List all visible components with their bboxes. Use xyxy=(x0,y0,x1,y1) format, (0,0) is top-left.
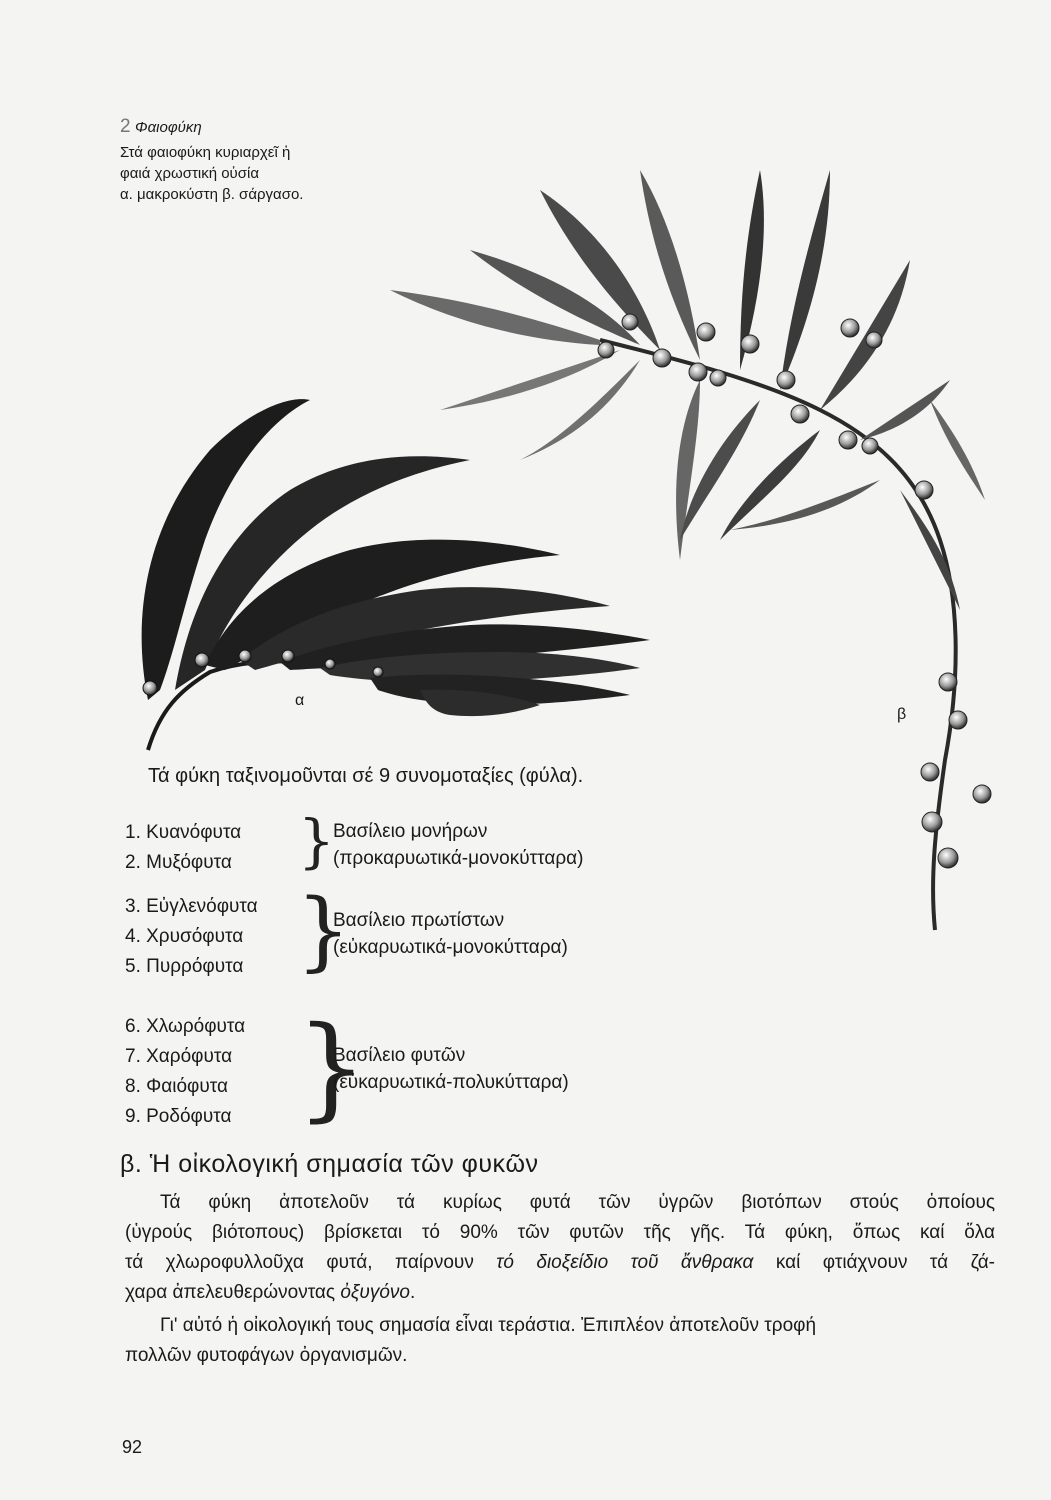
brace: } xyxy=(298,807,335,875)
kingdom-name: Βασίλειο πρωτίστων xyxy=(333,910,505,931)
kingdom-note: (εὐκαρυωτικά-μονοκύτταρα) xyxy=(333,937,568,958)
label-beta: β xyxy=(897,706,907,723)
paragraph-line: Γι' αὐτό ἡ οἰκολογική τους σημασία εἶναι τεράστια. Ἐπιπλέον ἀποτελοῦν τροφή xyxy=(160,1315,817,1336)
text-run: . xyxy=(410,1282,416,1303)
kingdom-note: (προκαρυωτικά-μονοκύτταρα) xyxy=(333,848,584,869)
phylum-item: 4. Χρυσόφυτα xyxy=(125,926,244,947)
kingdom-group xyxy=(333,1042,569,1096)
kingdom-group xyxy=(333,907,568,961)
phylum-item: 7. Χαρόφυτα xyxy=(125,1046,233,1067)
classification-intro: Τά φύκη ταξινομοῦνται σέ 9 συνομοταξίες (φύλα). xyxy=(148,765,584,787)
paragraph-line: (ὑγρούς βιότοπους) βρίσκεται τό 90% τῶν φυτῶν τῆς γῆς. Τά φύκη, ὅπως καί ὅλα xyxy=(125,1222,995,1243)
kingdom-group xyxy=(333,818,583,872)
kingdom-name: Βασίλειο φυτῶν xyxy=(333,1045,466,1066)
brace: } xyxy=(296,1003,368,1133)
caption-number: 2 xyxy=(120,116,131,137)
macrocystis-drawing xyxy=(142,399,650,750)
phylum-item: 5. Πυρρόφυτα xyxy=(125,956,244,977)
phylum-item: 1. Κυανόφυτα xyxy=(125,822,242,843)
phylum-item: 9. Ροδόφυτα xyxy=(125,1106,232,1127)
caption-title: Φαιοφύκη xyxy=(135,119,202,136)
text-run: τά χλωροφυλλοῦχα φυτά, παίρνουν xyxy=(125,1252,497,1273)
paragraph-line xyxy=(125,1278,995,1308)
paragraph-line xyxy=(125,1248,995,1278)
label-alpha: α xyxy=(295,692,305,709)
paragraph xyxy=(125,1311,995,1371)
caption-line: α. μακροκύστη β. σάργασο. xyxy=(120,186,304,203)
brace: } xyxy=(296,881,351,981)
phylum-item: 3. Εὐγλενόφυτα xyxy=(125,896,258,917)
phylum-item: 6. Χλωρόφυτα xyxy=(125,1016,246,1037)
paragraph-line: πολλῶν φυτοφάγων ὀργανισμῶν. xyxy=(125,1345,408,1366)
paragraph-line: Τά φύκη ἀποτελοῦν τά κυρίως φυτά τῶν ὑγρῶν βιοτόπων στούς ὁποίους xyxy=(160,1192,995,1213)
phylum-item: 2. Μυξόφυτα xyxy=(125,852,232,873)
phyla-list xyxy=(125,892,258,982)
kingdom-note: (εὐκαρυωτικά-πολυκύτταρα) xyxy=(333,1072,569,1093)
phyla-list xyxy=(125,818,241,878)
text-run: καί φτιάχνουν τά ζά- xyxy=(753,1252,996,1273)
section-heading: β. Ἡ οἰκολογική σημασία τῶν φυκῶν xyxy=(120,1150,539,1178)
paragraph xyxy=(125,1188,995,1308)
emphasis-text: τό διοξείδιο τοῦ ἄνθρακα xyxy=(496,1252,754,1273)
caption-line: Στά φαιοφύκη κυριαρχεῖ ἡ xyxy=(120,144,291,161)
caption-line: φαιά χρωστική οὐσία xyxy=(120,165,260,182)
phylum-item: 8. Φαιόφυτα xyxy=(125,1076,228,1097)
emphasis-text: ὀξυγόνο xyxy=(340,1282,410,1303)
text-run: χαρα ἀπελευθερώνοντας xyxy=(125,1282,341,1303)
kingdom-name: Βασίλειο μονήρων xyxy=(333,821,488,842)
page-number: 92 xyxy=(122,1437,143,1457)
phyla-list xyxy=(125,1012,245,1132)
